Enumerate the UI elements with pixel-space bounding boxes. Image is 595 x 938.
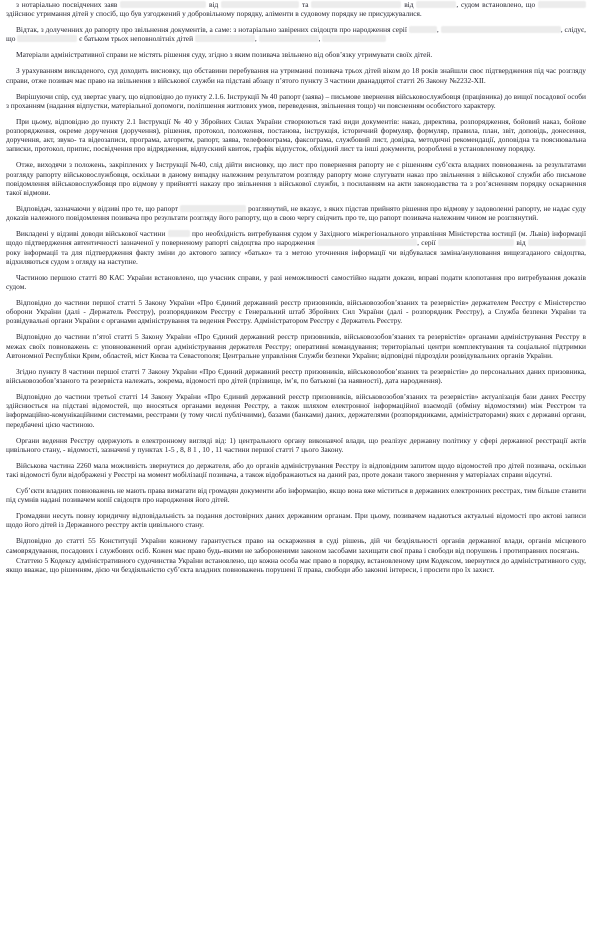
- redacted-text: [17, 35, 77, 42]
- redacted-text: [528, 239, 586, 246]
- paragraph: Відповідно до частини третьої статті 14 Закону України «Про Єдиний державний реєстр призовників, військовозобов’язаних та резервістів» актуалізація бази даних Реєстру здійснюється на підставі відомостей, що вносяться органами ведення Реєстру, а також шляхом електронної інформаційної взаємодії (обміну відомостями) між Реєстром та інформаційно-комунікаційними системами, реєстрами (у тому числі публічними), базами (банками) даних, держателями (розпорядниками, адміністраторами) яких є державні органи, передбачені цією частиною.: [6, 392, 586, 429]
- paragraph: Відтак, з долученних до рапорту про звільнення документів, а саме: з нотаріально завірених свідоцтв про народження серії , , слідує, що є батьком трьох неповнолітніх дітей , ,: [6, 25, 586, 44]
- redacted-text: [322, 35, 386, 42]
- redacted-text: [259, 35, 319, 42]
- redacted-text: [416, 1, 456, 8]
- paragraph: Органи ведення Реєстру одержують в електронному вигляді від: 1) центрального органу виконавчої влади, що реалізує державну політику у сфері державної реєстрації актів цивільного стану, - відомості, зазначені у пунктах 1-5 , 8, 8 1 , 10 , 11 частини першої статті 7 цього Закону.: [6, 435, 586, 454]
- paragraph: з нотаріально посвідчених заяв від та від , судом встановлено, що здійснює утримання дітей у спосіб, що був узгоджений у добровільному порядку, аліменти в судовому порядку не присуджувалися.: [6, 0, 586, 18]
- redacted-text: [221, 1, 299, 8]
- redacted-text: [317, 239, 417, 246]
- paragraph: Суб’єкти владних повноважень не мають права вимагати від громадян документи або інформацію, якщо вона вже міститься в державних електронних реєстрах, тим більше ставити під сумнів надані позивачем копії свідоцтв про народження його дітей.: [6, 486, 586, 505]
- paragraph: Відповідно до частини п’ятої статті 5 Закону України «Про Єдиний державний реєстр призовників, військовозобов’язаних та резервістів» органами адміністрування Реєстру в межах своїх повноважень є: уповноважений орган адміністрування держателя Реєстру; оперативні командування; територіальні центри комплектування та соціальної підтримки Автономної Республіки Крим, областей, міст Києва та Севастополя; Центральне управління Служби безпеки України; відповідні підрозділи розвідувальних органів України.: [6, 332, 586, 360]
- paragraph: Відповідно до статті 55 Конституції України кожному гарантується право на оскарження в суді рішень, дій чи бездіяльності органів державної влади, органів місцевого самоврядування, посадових і службових осіб. Кожен має право будь-якими не забороненими законом засобами захищати свої права і свободи від порушень і протиправних посягань.: [6, 536, 586, 555]
- paragraph: Матеріали адміністративної справи не містять рішення суду, згідно з яким позивача звільнено від обов’язку утримувати своїх дітей.: [16, 50, 433, 60]
- redacted-text: [168, 230, 190, 237]
- redacted-text: [180, 205, 246, 212]
- paragraph: Вирішуючи спір, суд звертає увагу, що відповідно до пункту 2.1.6. Інструкції № 40 рапорт (заява) – письмове звернення військовослужбовця (працівника) до вищої посадової особи з проханням (надання відпустки, матеріальної допомоги, поліпшення житлових умов, переведення, звільнення тощо) чи поясненням особистого характеру.: [6, 91, 586, 110]
- redacted-text: [441, 26, 561, 33]
- redacted-text: [409, 26, 437, 33]
- paragraph: Отже, виходячи з положень, закріплених у Інструкції №40, слід дійти висновку, що лист про повернення рапорту не є рішенням суб’єкта владних повноважень за результатами розгляду рапорту військовослужбовця, оскільки в даному випадку належним результатом розгляду рапорту може слугувати наказ про звільнення з військової служби або письмове повідомлення військовослужбовця про відмову у прийнятті наказу про звільнення з військової служби, з посиланням на акти законодавства та з роз’ясненням порядку оскарження такої відмови.: [6, 160, 586, 198]
- paragraph: Відповідно до частини першої статті 5 Закону України «Про Єдиний державний реєстр призовників, військовозобов’язаних та резервістів» держателем Реєстру є Міністерство оборони України (далі - Держатель Реєстру), розпорядником Реєстру є Генеральний штаб Збройних Сил України (далі - розпорядник Реєстру), а Служба безпеки України та розвідувальні органи України є органами адміністрування та ведення Реєстру. Адміністратором Реєстру є Держатель Реєстру.: [6, 298, 586, 326]
- paragraph: Викладені у відзиві доводи військової частини про необхідність витребування судом у Західного міжрегіонального управління Міністерства юстиції (м. Львів) інформації щодо підтвердження автентичності зазначеної у поверненому рапорті свідоцтва про народження , серії від року інформації та для підтвердження факту зміни до актового запису «батько» та з метою уточнення інформації чи відбувалася заміна/анулювання вищезгаданого свідоцтва, відхиляються судом з огляду на наступне.: [6, 229, 586, 266]
- paragraph: При цьому, відповідно до пункту 2.1 Інструкції № 40 у Збройних Силах України створюються такі види документів: наказ, директива, розпорядження, бойовий наказ, бойове розпорядження, окреме доручення (доручення), рішення, протокол, положення, постанова, інструкція, історичний формуляр, формуляр, правила, план, звіт, доповідь, донесення, доручення, акт, звуко- та відеозаписи, програма, алгоритм, рапорт, заява, телефонограма, факсограма, службовий лист, довідка, методичні рекомендації, доповідна та пояснювальна записки, протокол, припис, посвідчення про відрядження, відпускний квиток, графік відпусток, обхідний лист та інші документи, розроблені в установленому порядку.: [6, 116, 586, 154]
- paragraph: Згідно пункту 8 частини першої статті 7 Закону України «Про Єдиний державний реєстр призовників, військовозобов’язаних та резервістів» до персональних даних призовника, військовозобов’язаного та резервіста належать, зокрема, відомості про дітей (прізвище, ім’я, по батькові (за наявності), дата народження).: [6, 366, 586, 386]
- redacted-text: [438, 239, 514, 246]
- redacted-text: [195, 35, 255, 42]
- court-decision-text: [6, 0, 586, 581]
- paragraph: Відповідач, зазначаючи у відзиві про те, що рапорт розглянутий, не вказує, з яких підстав прийнято рішення про відмову у задоволенні рапорту, не надає суду доказів належного повідомлення позивача про результати розгляду його рапорту, що в свою чергу свідчить про те, що рапорт позивача належним чином не розглянутий.: [6, 204, 586, 223]
- paragraph: Частиною першою статті 80 КАС України встановлено, що учасник справи, у разі неможливості самостійно надати докази, вправі подати клопотання про витребування доказів судом.: [6, 272, 586, 292]
- redacted-text: [311, 1, 401, 8]
- paragraph: Громадяни несуть повну юридичну відповідальність за подання достовірних даних державним органам. При цьому, позивачем надаються актуальні відомості про актові записи щодо його дітей із Державного реєстру актів цивільного стану.: [6, 511, 586, 530]
- redacted-text: [538, 1, 586, 8]
- paragraph: Статтею 5 Кодексу адміністративного судочинства України встановлено, що кожна особа має право в порядку, встановленому цим Кодексом, звернутися до адміністративного суду, якщо вважає, що рішенням, дією чи бездіяльністю суб’єкта владних повноважень порушені її права, свободи або законні інтереси, і просити про їх захист.: [6, 555, 586, 575]
- paragraph: З урахуванням викладеного, суд доходить висновку, що обставини перебування на утриманні позивача трьох дітей віком до 18 років знайшли своє підтвердження під час розгляду справи, отже позивач має право на звільнення з військової служби на підставі абзацу п’ятого пункту 3 частини дванадцятої статті 26 Закону №2232-ХІІ.: [6, 66, 586, 85]
- paragraph: Військова частина 2260 мала можливість звернутися до держателя, або до органів адміністрування Реєстру із відповідним запитом щодо відомостей про дітей позивача, оскільки такі відомості були відображені у Реєстрі на момент мобілізації позивача, а також відображаються на даний раз, проте докази такого звернення у матеріалах справи відсутні.: [6, 460, 586, 480]
- redacted-text: [120, 1, 206, 8]
